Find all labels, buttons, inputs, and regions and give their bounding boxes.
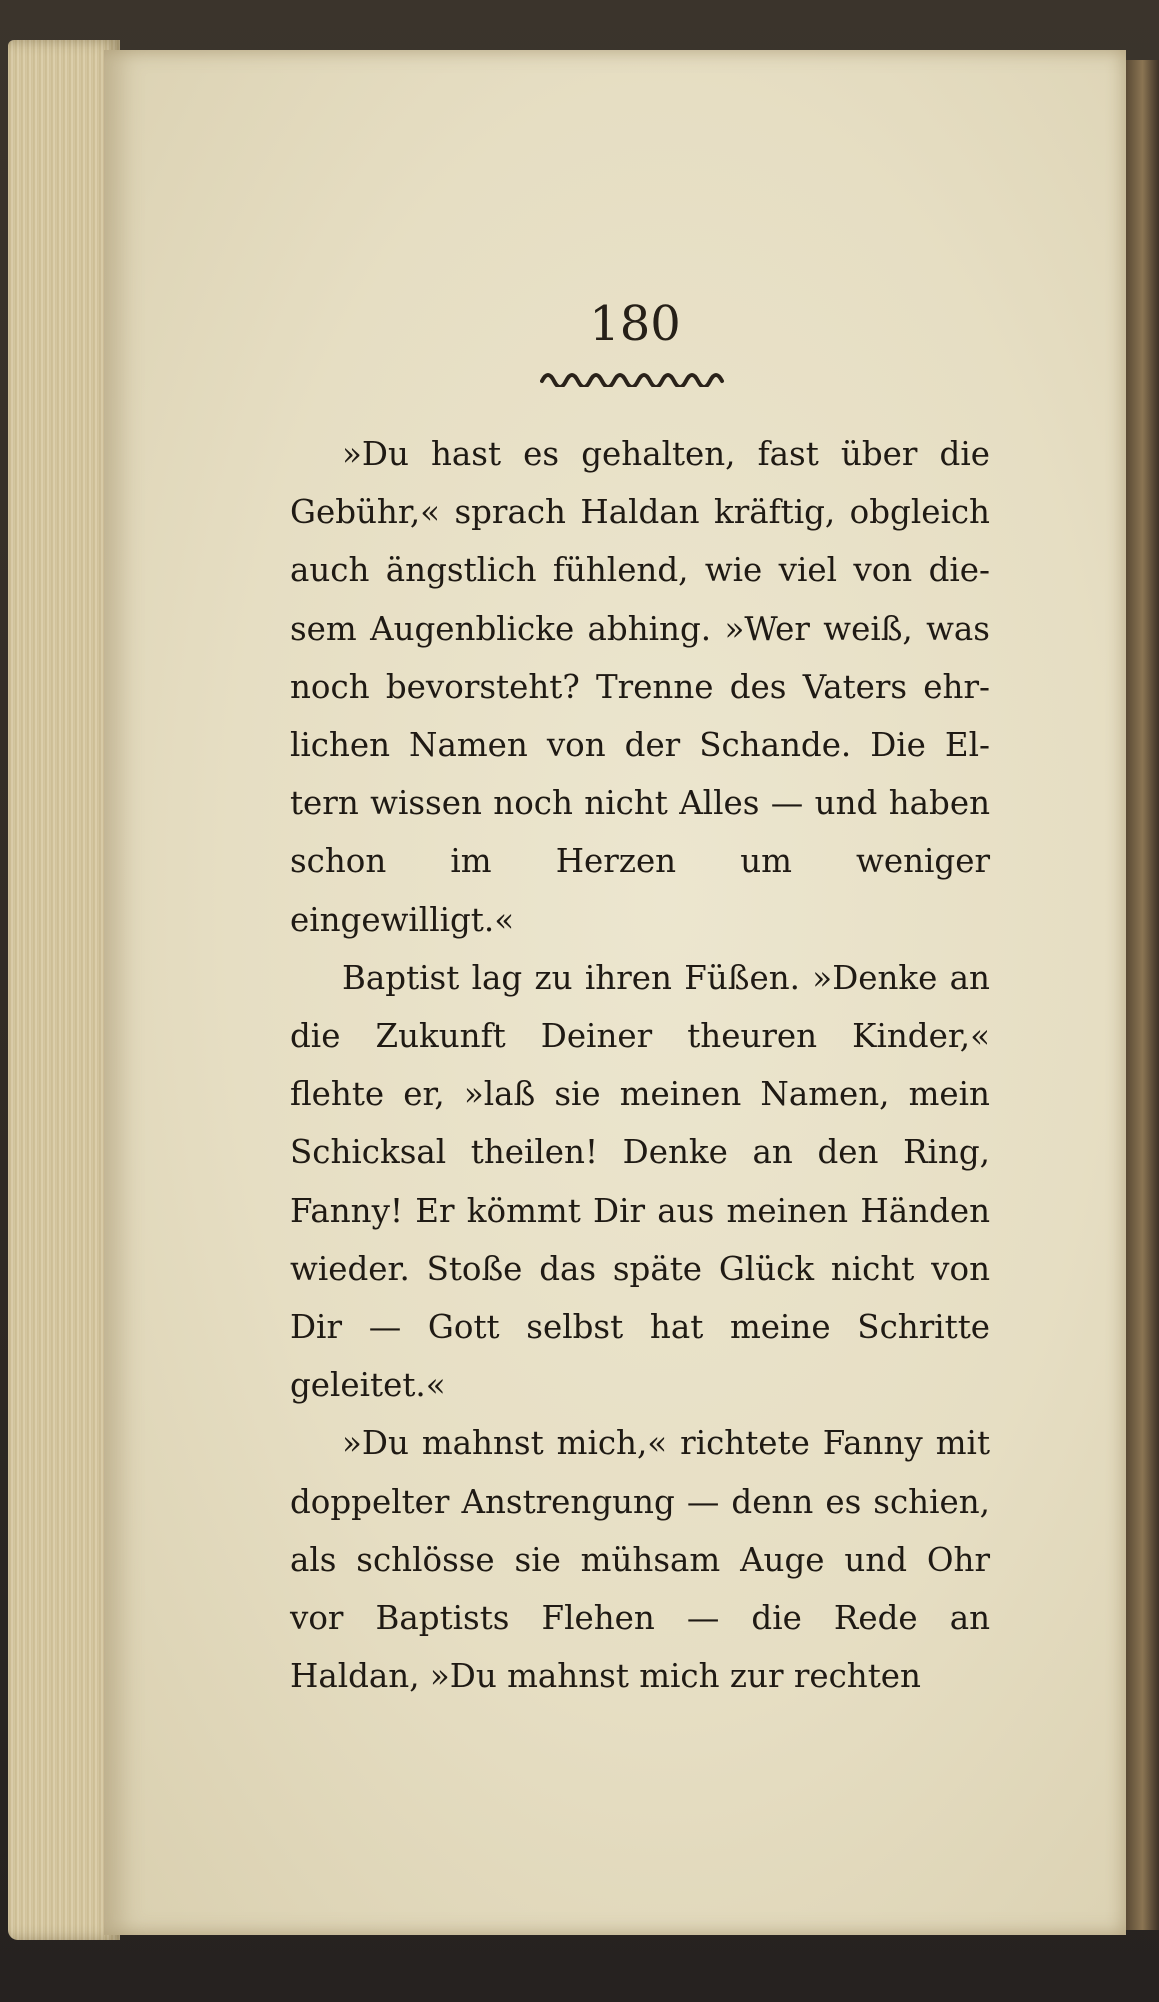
- paragraph: »Du hast es gehalten, fast über die Gebühr,« sprach Haldan kräftig, obgleich auch ängstlich fühlend, wie viel von diesem Augenblicke abhing. »Wer weiß, was noch bevorsteht? Trenne des Vaters ehrlichen Namen von der Schande. Die Eltern wissen noch nicht Alles — und haben schon im Herzen um weniger eingewilligt.«: [290, 435, 990, 939]
- page-number: 180: [589, 296, 681, 352]
- body-text: [290, 425, 990, 1705]
- paragraph: Baptist lag zu ihren Füßen. »Denke an die Zukunft Deiner theuren Kinder,« flehte er, »laß sie meinen Namen, mein Schicksal theilen! Denke an den Ring, Fanny! Er kömmt Dir aus meinen Händen wieder. Stoße das späte Glück nicht von Dir — Gott selbst hat meine Schritte geleitet.«: [290, 958, 990, 1405]
- paragraph: »Du mahnst mich,« richtete Fanny mit doppelter Anstrengung — denn es schien, als schlösse sie mühsam Auge und Ohr vor Baptists Flehen — die Rede an Haldan, »Du mahnst mich zur rechten: [290, 1424, 990, 1696]
- book-spine-edge: [1126, 60, 1159, 1930]
- wave-ornament: [540, 365, 730, 387]
